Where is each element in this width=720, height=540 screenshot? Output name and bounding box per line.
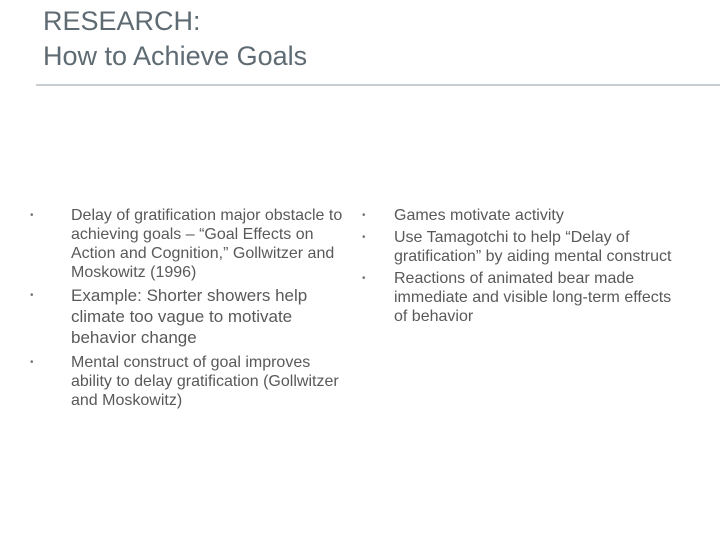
bullet-icon: • <box>30 357 34 368</box>
right-bullet-list <box>362 206 674 326</box>
bullet-text: Reactions of animated bear made immediate and visible long-term effects of behavior <box>394 270 672 325</box>
left-bullet-list <box>30 206 348 410</box>
title-divider <box>36 84 720 86</box>
bullet-icon: • <box>362 273 366 284</box>
slide-title <box>43 4 683 74</box>
bullet-icon: • <box>362 232 366 243</box>
bullet-text: Mental construct of goal improves ability to delay gratification (Gollwitzer and Moskowitz) <box>71 354 339 409</box>
bullet-text: Games motivate activity <box>394 207 564 224</box>
bullet-icon: • <box>30 210 34 221</box>
left-bullet-item-3 <box>30 353 348 410</box>
right-bullet-item-2 <box>362 228 674 266</box>
bullet-text: Example: Shorter showers help climate too vague to motivate behavior change <box>71 286 308 347</box>
slide-title-line-2: How to Achieve Goals <box>43 41 308 71</box>
right-bullet-item-3 <box>362 269 674 326</box>
left-bullet-item-1 <box>30 206 348 282</box>
right-bullet-item-1 <box>362 206 674 225</box>
left-bullet-item-2 <box>30 285 348 348</box>
bullet-text: Delay of gratification major obstacle to achieving goals – “Goal Effects on Action and Cognition,” Gollwitzer and Moskowitz (1996) <box>71 207 343 281</box>
bullet-icon: • <box>362 210 366 221</box>
bullet-text: Use Tamagotchi to help “Delay of gratification” by aiding mental construct <box>394 229 672 265</box>
slide-title-line-1: RESEARCH: <box>43 6 201 36</box>
bullet-icon: • <box>30 290 34 301</box>
